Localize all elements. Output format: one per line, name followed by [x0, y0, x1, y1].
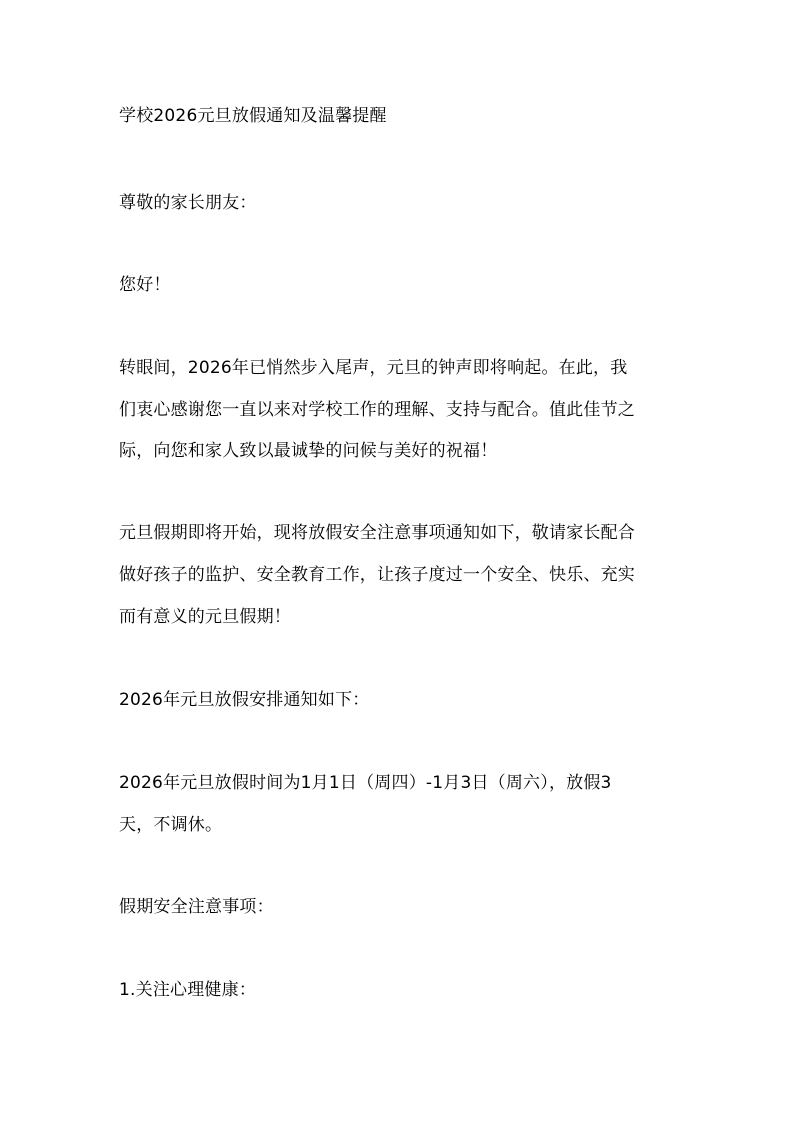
paragraph-1-line-1: 转眼间，2026年已悄然步入尾声，元旦的钟声即将响起。在此，我 — [119, 358, 628, 378]
document-title: 学校2026元旦放假通知及温馨提醒 — [119, 106, 387, 126]
schedule-heading: 2026年元旦放假安排通知如下： — [119, 690, 370, 710]
schedule-line-1: 2026年元旦放假时间为1月1日（周四）-1月3日（周六），放假3 — [119, 773, 612, 793]
paragraph-2-line-3: 而有意义的元旦假期！ — [119, 607, 291, 627]
safety-heading: 假期安全注意事项： — [119, 897, 274, 917]
salutation: 尊敬的家长朋友： — [119, 193, 257, 213]
paragraph-2-line-2: 做好孩子的监护、安全教育工作，让孩子度过一个安全、快乐、充实 — [119, 565, 635, 585]
safety-item-1: 1.关注心理健康： — [119, 980, 257, 1000]
greeting: 您好！ — [119, 275, 171, 295]
paragraph-1-line-2: 们衷心感谢您一直以来对学校工作的理解、支持与配合。值此佳节之 — [119, 400, 635, 420]
paragraph-2-line-1: 元旦假期即将开始，现将放假安全注意事项通知如下，敬请家长配合 — [119, 523, 635, 543]
schedule-line-2: 天，不调休。 — [119, 815, 223, 835]
paragraph-1-line-3: 际，向您和家人致以最诚挚的问候与美好的祝福！ — [119, 441, 498, 461]
